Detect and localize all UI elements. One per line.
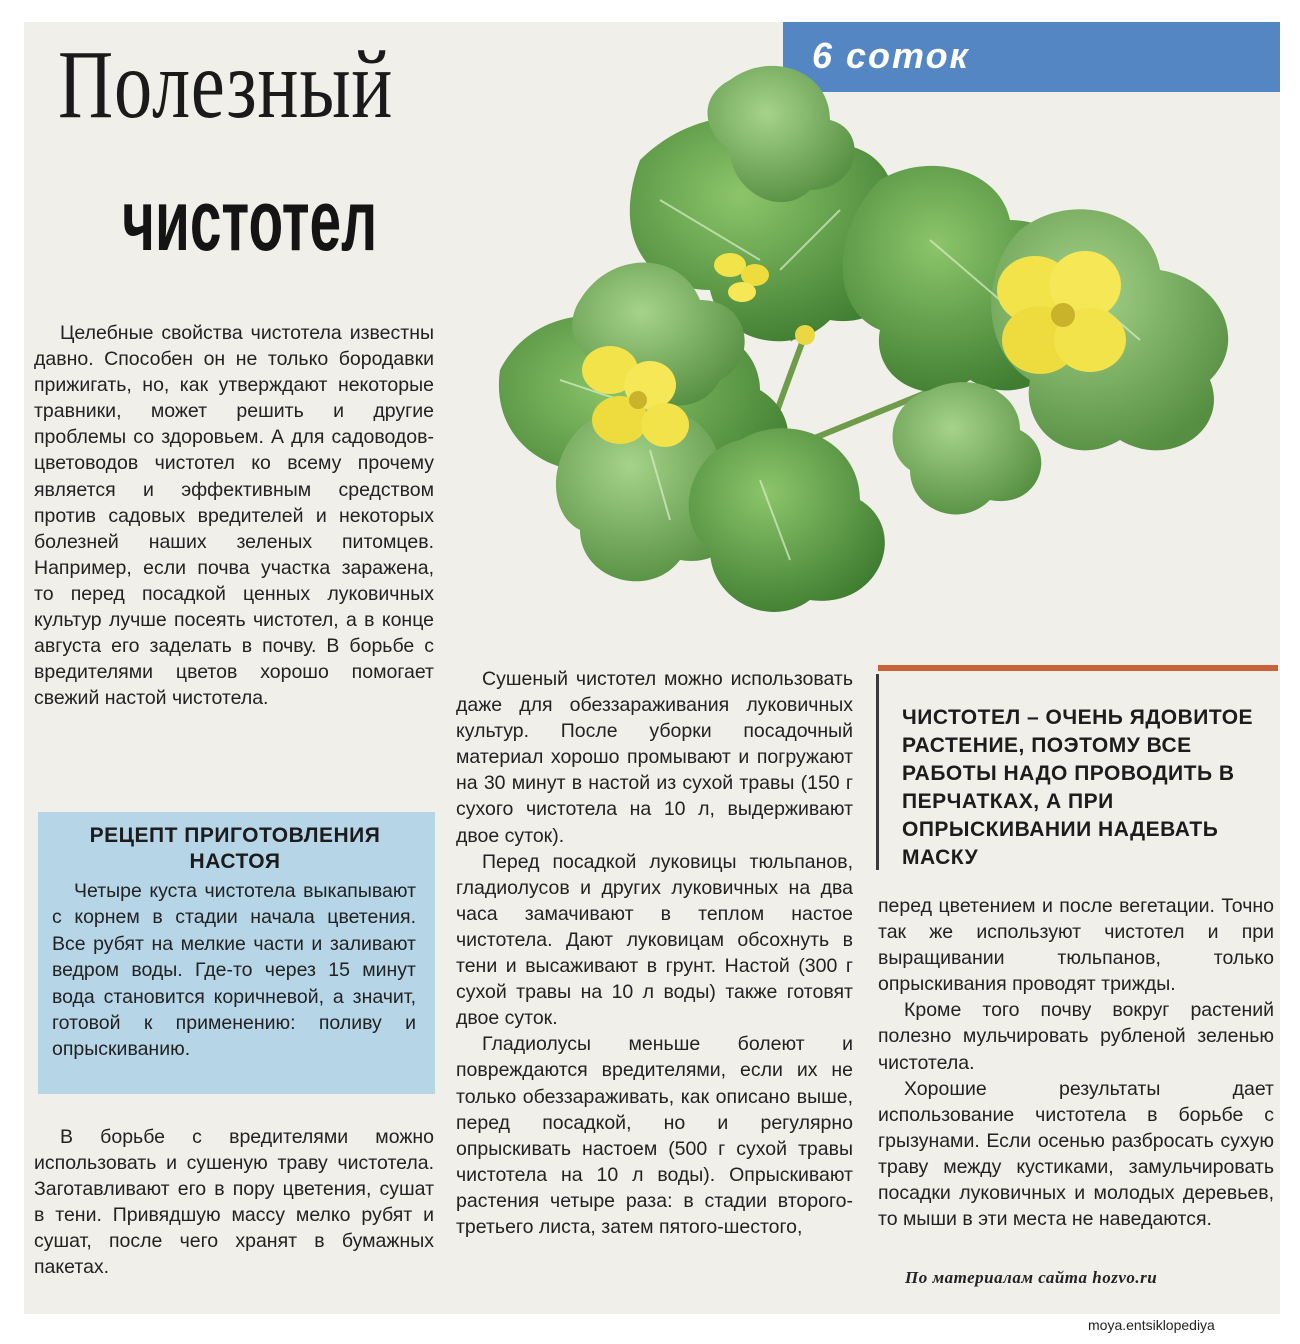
left-column-top xyxy=(34,320,434,711)
warning-text: ЧИСТОТЕЛ – ОЧЕНЬ ЯДОВИТОЕ РАСТЕНИЕ, ПОЭТОМУ ВСЕ РАБОТЫ НАДО ПРОВОДИТЬ В ПЕРЧАТКАХ, А ПРИ ОПРЫСКИВАНИИ НАДЕВАТЬ МАСКУ xyxy=(902,706,1254,869)
paragraph: перед цветением и после вегетации. Точно так же используют чистотел и при выращивании тюльпанов, только опрыскивания проводят трижды. xyxy=(878,895,1274,996)
recipe-title: РЕЦЕПТ ПРИГОТОВЛЕНИЯ НАСТОЯ xyxy=(89,824,381,873)
recipe-text: Четыре куста чистотела выкапывают с корнем в стадии начала цветения. Все рубят на мелкие части и заливают ведром воды. Где-то через 15 минут вода становится коричневой, а значит, готовой к применению: поливу и опрыскиванию. xyxy=(52,880,416,1061)
paragraph: Кроме того почву вокруг растений полезно мульчировать рубленой зеленью чистотела. xyxy=(878,999,1274,1074)
headline-line-2: чистотел xyxy=(122,173,378,269)
headline-line-1: Полезный xyxy=(58,31,394,139)
warning-rule xyxy=(878,665,1278,671)
source-credit: По материалам сайта hozvo.ru xyxy=(905,1268,1158,1287)
paragraph: В борьбе с вредителями можно использовать и сушеную траву чистотела. Заготавливают его в пору цветения, сушат в тени. Привядшую массу мелко рубят и сушат, после чего хранят в бумажных пакетах. xyxy=(34,1126,434,1279)
watermark: moya.entsiklopediya xyxy=(1088,1317,1215,1333)
paragraph: Целебные свойства чистотела известны давно. Способен он не только бородавки прижигать, но, как утверждают некоторые травники, может решить и другие проблемы со здоровьем. А для садоводов-цветоводов чистотел ко всему прочему является и эффективным средством против садовых вредителей и некоторых болезней наших зеленых питомцев. Например, если почва участка заражена, то перед посадкой ценных луковичных культур лучше посеять чистотел, а в конце августа его заделать в почву. В борьбе с вредителями цветов хорошо помогает свежий настой чистотела. xyxy=(34,322,434,710)
rubric-label: 6 соток xyxy=(812,35,970,76)
celandine-plant-photo xyxy=(460,35,1280,640)
paragraph: Гладиолусы меньше болеют и повреждаются вредителями, если их не только обеззараживать, как описано выше, перед посадкой, но и регулярно опрыскивать настоем (500 г сухой травы чистотела на 10 л воды). Опрыскивают растения четыре раза: в стадии второго-третьего листа, затем пятого-шестого, xyxy=(456,1033,853,1238)
left-column-bottom xyxy=(34,1124,434,1281)
flower-large xyxy=(997,251,1126,374)
paragraph: Хорошие результаты дает использование чистотела в борьбе с грызунами. Если осенью разбросать сухую траву между кустиками, замульчировать посадки луковичных и молодых деревьев, то мыши в эти места не наведаются. xyxy=(878,1077,1274,1231)
warning-bar xyxy=(876,674,879,870)
middle-column xyxy=(456,666,853,1240)
right-column xyxy=(878,893,1274,1232)
paragraph: Сушеный чистотел можно использовать даже для обеззараживания луковичных культур. После уборки посадочный материал хорошо промывают и погружают на 30 минут в настой из сухой травы (150 г сухого чистотела на 10 л, выдерживают двое суток). xyxy=(456,668,853,847)
paragraph: Перед посадкой луковицы тюльпанов, гладиолусов и других луковичных на два часа замачивают в теплом настое чистотела. Дают луковицам обсохнуть в тени и высаживают в грунт. Настой (300 г сухой травы на 10 л воды) также готовят двое суток. xyxy=(456,850,853,1030)
